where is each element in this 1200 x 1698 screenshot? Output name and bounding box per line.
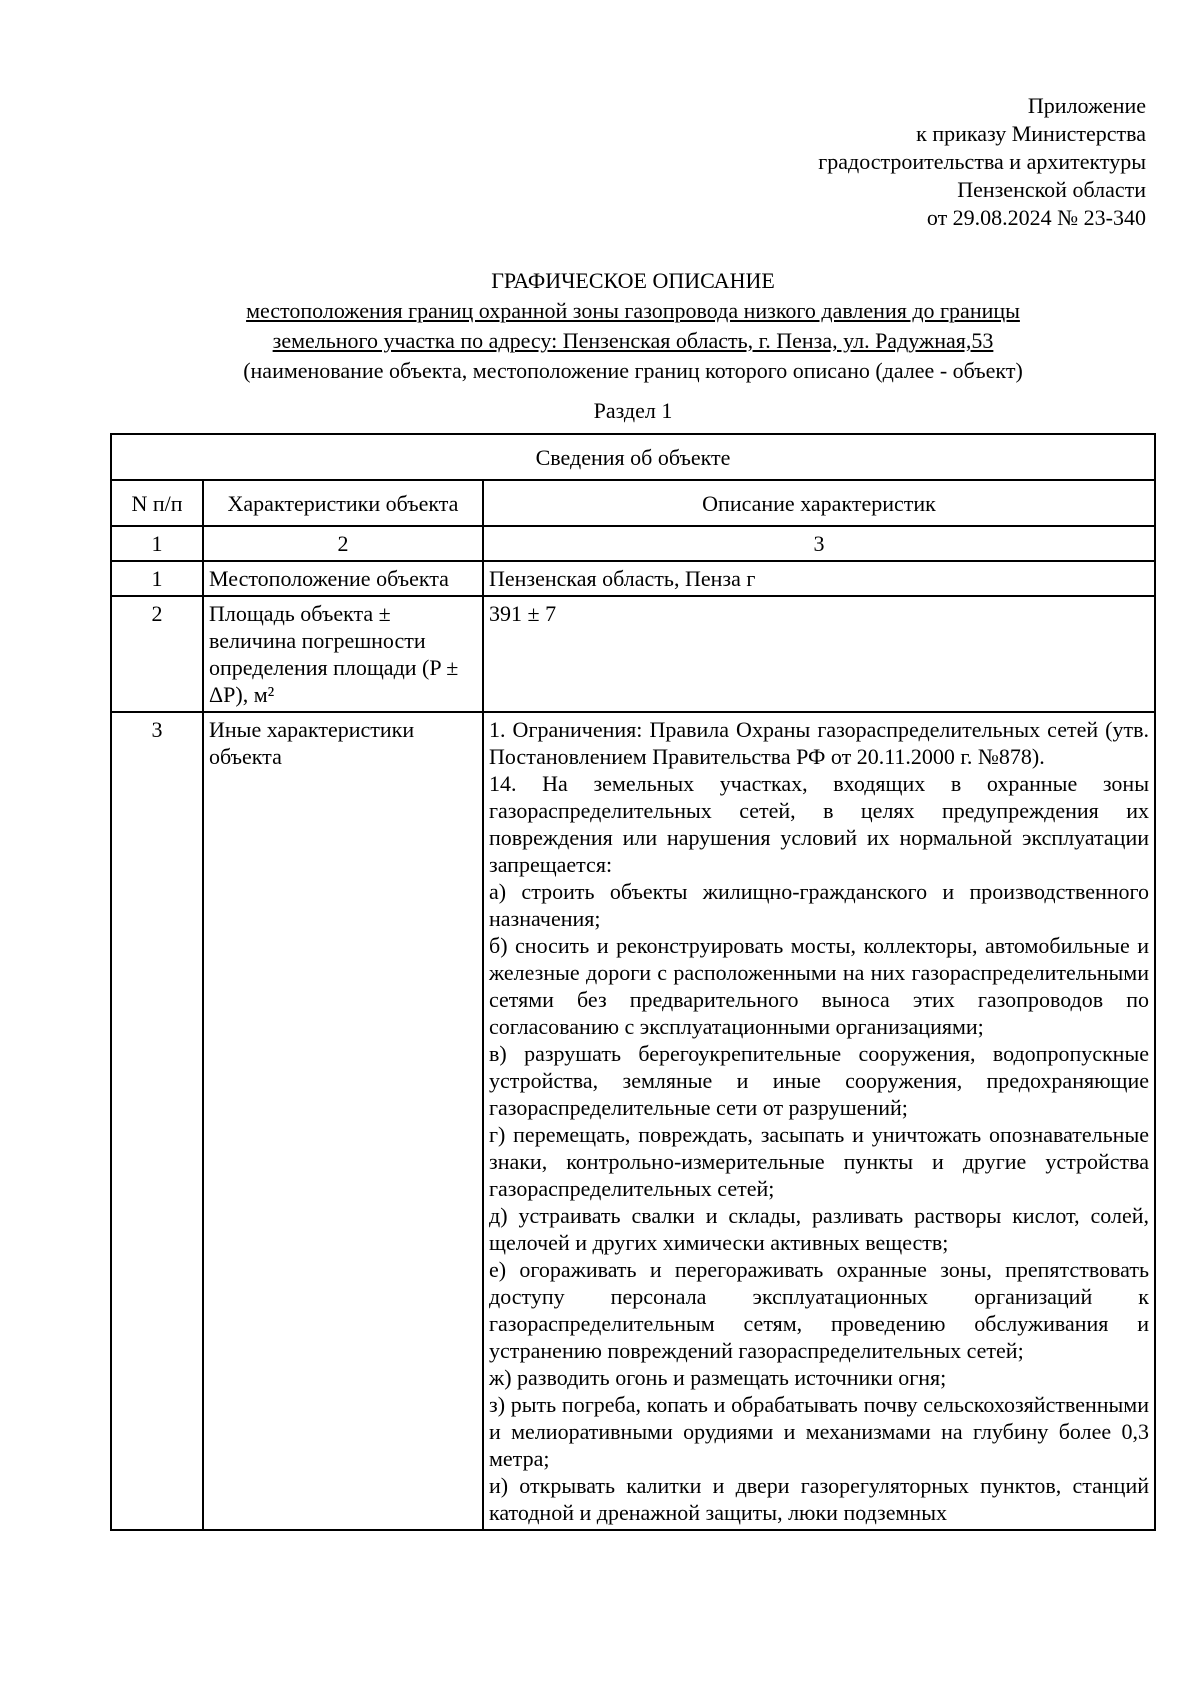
appendix-line: Приложение	[1027, 93, 1146, 118]
restriction-paragraph: 14. На земельных участках, входящих в охранные зоны газораспределительных сетей, в целях предупреждения их повреждения или нарушения условий их нормальной эксплуатации запрещается:	[489, 771, 1149, 877]
column-number-2: 2	[203, 526, 483, 561]
row-number: 3	[111, 712, 203, 1530]
appendix-line: от 29.08.2024 № 23-340	[926, 205, 1146, 230]
object-name-line-2: земельного участка по адресу: Пензенская область, г. Пенза, ул. Радужная,53	[272, 328, 994, 353]
object-name-line-1: местоположения границ охранной зоны газопровода низкого давления до границы	[246, 298, 1020, 323]
row-characteristic: Иные характеристики объекта	[203, 712, 483, 1530]
table-caption: Сведения об объекте	[111, 434, 1155, 480]
row-characteristic: Местоположение объекта	[203, 561, 483, 596]
restriction-paragraph: а) строить объекты жилищно-гражданского и производственного назначения;	[489, 879, 1149, 931]
row-description: 391 ± 7	[483, 596, 1155, 712]
table-row	[111, 561, 1155, 596]
appendix-line: Пензенской области	[957, 177, 1146, 202]
appendix-line: к приказу Министерства	[916, 121, 1146, 146]
object-info-table	[110, 433, 1156, 1531]
restriction-paragraph: е) огораживать и перегораживать охранные зоны, препятствовать доступу персонала эксплуатационных организаций к газораспределительным сетям, проведению обслуживания и устранению повреждений газораспределительных сетей;	[489, 1257, 1149, 1363]
title-block	[110, 266, 1156, 426]
restriction-paragraph: б) сносить и реконструировать мосты, коллекторы, автомобильные и железные дороги с расположенными на них газораспределительными сетями без предварительного выноса этих газопроводов по согласованию с эксплуатационными организациями;	[489, 933, 1149, 1039]
row-number: 2	[111, 596, 203, 712]
row-characteristic: Площадь объекта ± величина погрешности определения площади (P ± ΔP), м²	[203, 596, 483, 712]
column-header-description: Описание характеристик	[483, 480, 1155, 526]
restriction-paragraph: з) рыть погреба, копать и обрабатывать почву сельскохозяйственными и мелиоративными орудиями и механизмами на глубину более 0,3 метра;	[489, 1392, 1149, 1471]
row-number: 1	[111, 561, 203, 596]
restriction-paragraph: г) перемещать, повреждать, засыпать и уничтожать опознавательные знаки, контрольно-измерительные пункты и другие устройства газораспределительных сетей;	[489, 1122, 1149, 1201]
restriction-paragraph: 1. Ограничения: Правила Охраны газораспределительных сетей (утв. Постановлением Правительства РФ от 20.11.2000 г. №878).	[489, 717, 1149, 769]
section-title: Раздел 1	[593, 398, 673, 423]
appendix-block	[818, 92, 1146, 232]
column-header-characteristic: Характеристики объекта	[203, 480, 483, 526]
table-row	[111, 712, 1155, 1530]
restriction-paragraph: в) разрушать берегоукрепительные сооружения, водопропускные устройства, земляные и иные сооружения, предохраняющие газораспределительные сети от разрушений;	[489, 1041, 1149, 1120]
document-heading: ГРАФИЧЕСКОЕ ОПИСАНИЕ	[491, 268, 775, 293]
restriction-paragraph: ж) разводить огонь и размещать источники огня;	[489, 1365, 947, 1390]
row-description: Пензенская область, Пенза г	[483, 561, 1155, 596]
row-description	[483, 712, 1155, 1530]
restriction-paragraph: и) открывать калитки и двери газорегуляторных пунктов, станций катодной и дренажной защиты, люки подземных	[489, 1473, 1149, 1525]
column-header-number: N п/п	[111, 480, 203, 526]
object-caption: (наименование объекта, местоположение границ которого описано (далее - объект)	[243, 358, 1023, 383]
restriction-paragraph: д) устраивать свалки и склады, разливать растворы кислот, солей, щелочей и других химически активных веществ;	[489, 1203, 1149, 1255]
appendix-line: градостроительства и архитектуры	[818, 149, 1146, 174]
column-number-1: 1	[111, 526, 203, 561]
table-row	[111, 596, 1155, 712]
column-number-3: 3	[483, 526, 1155, 561]
